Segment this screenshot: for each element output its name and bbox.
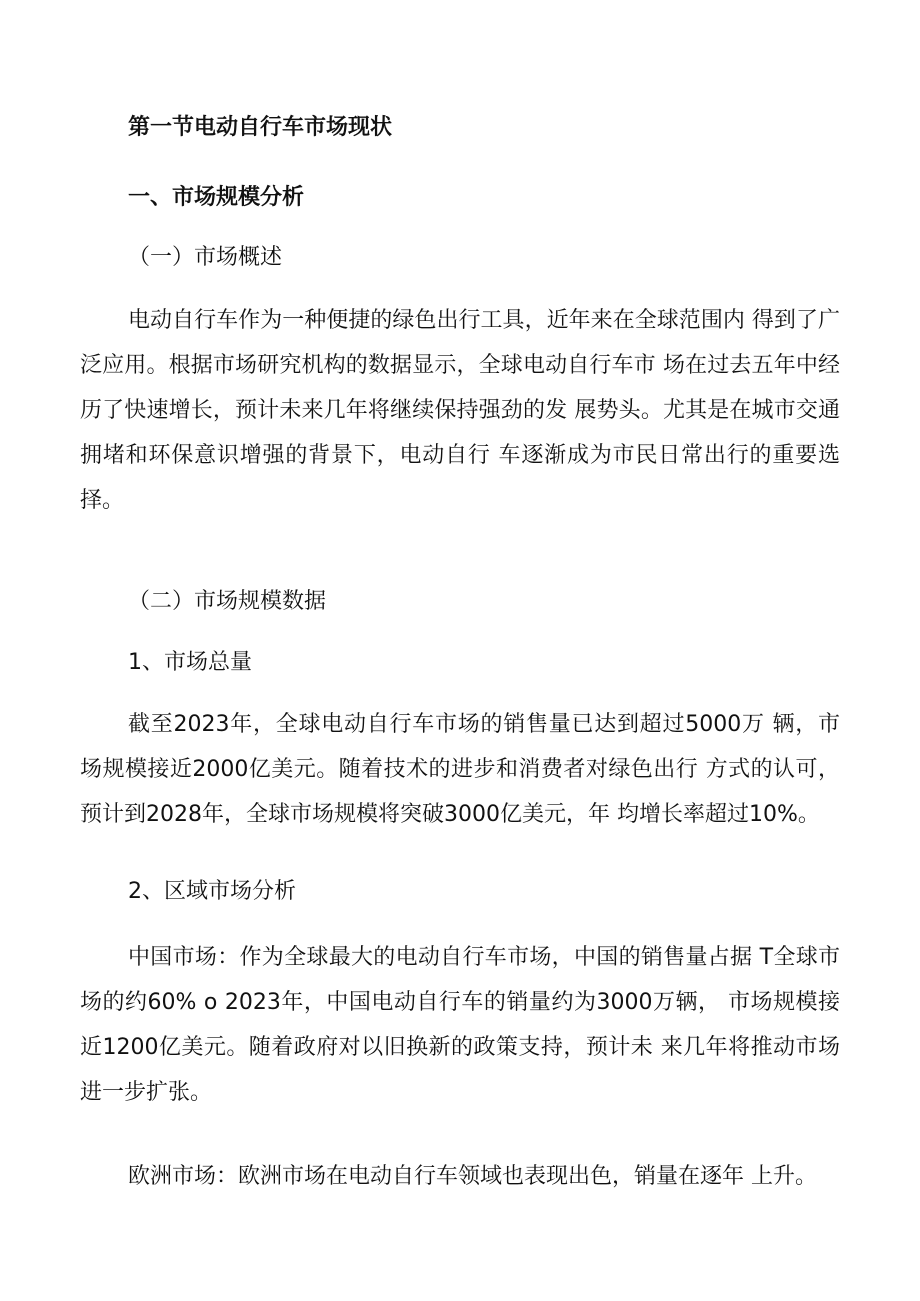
paragraph-europe-market: 欧洲市场：欧洲市场在电动自行车领域也表现出色，销量在逐年 上升。	[128, 1164, 817, 1189]
section-title: 第一节电动自行车市场现状	[128, 115, 393, 140]
subheading-market-data: （二）市场规模数据	[128, 589, 327, 614]
item-market-total: 1、市场总量	[128, 650, 252, 675]
subheading-overview: （一）市场概述	[128, 245, 283, 270]
paragraph-overview: 电动自行车作为一种便捷的绿色出行工具，近年来在全球范围内 得到了广泛应用。根据市场研究机构的数据显示，全球电动自行车市 场在过去五年中经历了快速增长，预计未来几年将继续保持强劲的发 展势头。尤其是在城市交通拥堵和环保意识增强的背景下，电动自行 车逐渐成为市民日常出行的重要选择。	[80, 308, 840, 513]
heading-market-size: 一、市场规模分析	[128, 185, 305, 210]
paragraph-china-market: 中国市场：作为全球最大的电动自行车市场，中国的销售量占据 T全球市场的约60% o 2023年，中国电动自行车的销量约为3000万辆， 市场规模接近1200亿美元。随着政府对以旧换新的政策支持，预计未 来几年将推动市场进一步扩张。	[80, 945, 840, 1105]
item-regional-analysis: 2、区域市场分析	[128, 879, 296, 904]
paragraph-market-total: 截至2023年，全球电动自行车市场的销售量已达到超过5000万 辆，市场规模接近2000亿美元。随着技术的进步和消费者对绿色出行 方式的认可，预计到2028年，全球市场规模将突破3000亿美元，年 均增长率超过10%。	[80, 712, 840, 827]
